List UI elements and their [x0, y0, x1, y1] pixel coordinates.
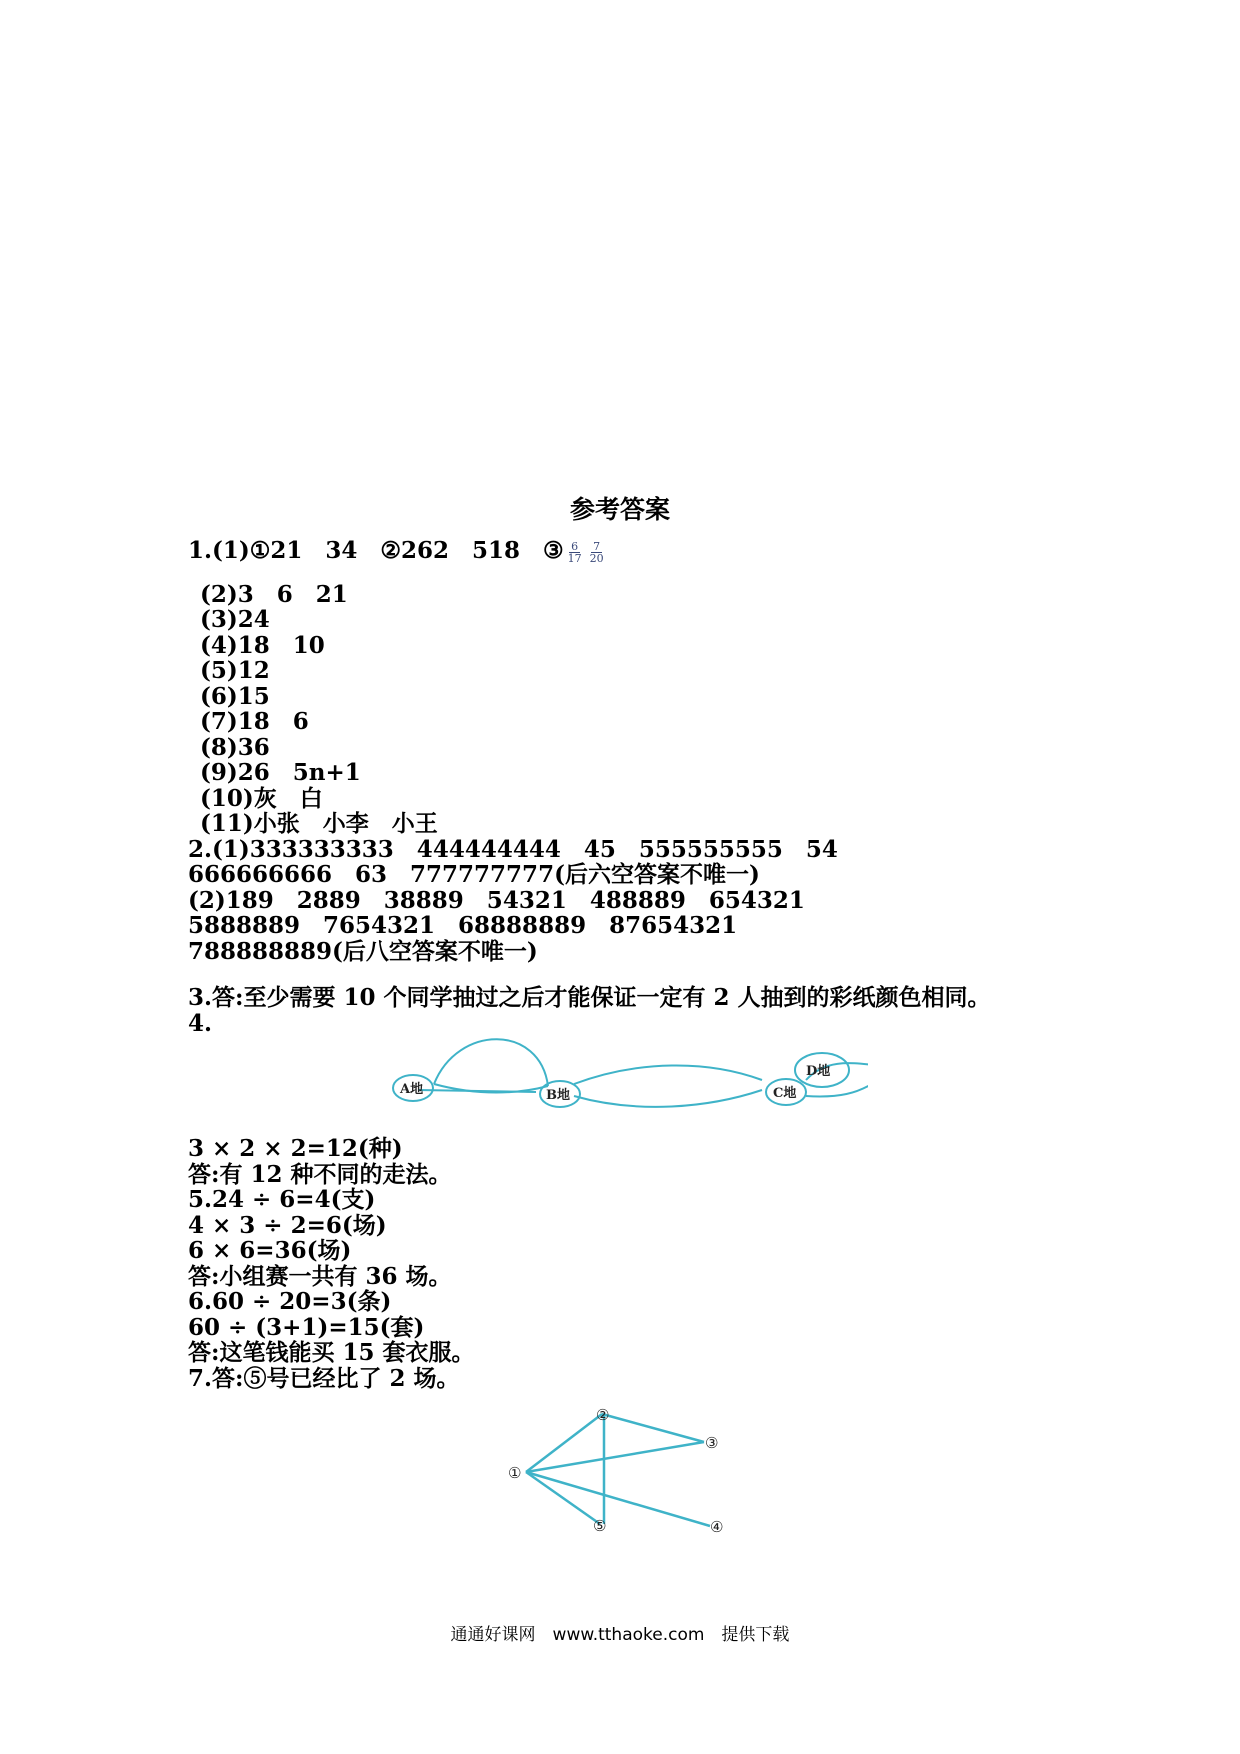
edge-2-3: [602, 1414, 704, 1442]
q2-line: 2.(1)333333333 444444444 45 555555555 54: [188, 835, 838, 863]
q1-line1-text: 1.(1)①21 34 ②262 518 ③: [188, 537, 564, 564]
route-b-c-top: [574, 1065, 762, 1084]
player-5-node: ⑤: [593, 1517, 607, 1535]
q5-line: 5.24 ÷ 6=4(支): [188, 1186, 376, 1213]
match-graph: [500, 1400, 760, 1560]
q1-item: (8)36: [200, 733, 270, 761]
page-title: 参考答案: [569, 495, 670, 524]
q1-item: (9)26 5n+1: [200, 759, 361, 786]
node-d-label: D地: [806, 1064, 831, 1079]
player-3-node: ③: [705, 1434, 719, 1452]
node-a-label: A地: [400, 1082, 424, 1097]
footer-credit: 通通好课网 www.tthaoke.com 提供下载: [450, 1625, 790, 1645]
answer-content: [188, 538, 1068, 1391]
q1-item: (11)小张 小李 小王: [200, 810, 438, 837]
player-4-node: ④: [710, 1518, 724, 1536]
q2-line: 666666666 63 777777777(后六空答案不唯一): [188, 861, 760, 888]
fraction-7-20: $\frac{7}{20}$: [589, 539, 604, 565]
q1-item: (2)3 6 21: [200, 580, 348, 608]
route-b-c-bottom: [574, 1090, 762, 1107]
q1-item: (10)灰 白: [200, 784, 323, 812]
route-diagram: [188, 1036, 1068, 1136]
q1-item: (3)24: [200, 606, 270, 633]
route-a-b-bottom: [418, 1090, 536, 1092]
q1-item: (7)18 6: [200, 708, 309, 735]
edge-1-2: [526, 1414, 602, 1472]
q5-line: 4 × 3 ÷ 2=6(场): [188, 1211, 387, 1239]
q1-item: (6)15: [200, 682, 270, 710]
q1-item: (5)12: [200, 657, 270, 684]
q2-line: 788888889(后八空答案不唯一): [188, 937, 538, 965]
edge-1-5: [526, 1472, 600, 1524]
node-d: [780, 1046, 870, 1096]
edge-1-3: [526, 1442, 704, 1472]
player-2-node: ②: [596, 1406, 610, 1424]
q1-line1: [188, 538, 1068, 564]
q3-answer: 3.答:至少需要 10 个同学抽过之后才能保证一定有 2 人抽到的彩纸颜色相同。: [188, 984, 991, 1011]
q6-line: 6.60 ÷ 20=3(条): [188, 1288, 392, 1315]
q1-item: (4)18 10: [200, 631, 325, 659]
node-b-label: B地: [546, 1088, 570, 1103]
player-1-node: ①: [508, 1464, 522, 1482]
edge-1-4: [526, 1472, 710, 1526]
q2-line: (2)189 2889 38889 54321 488889 654321: [188, 886, 805, 914]
q4-calc: 3 × 2 × 2=12(种): [188, 1135, 403, 1162]
q2-line: 5888889 7654321 68888889 87654321: [188, 912, 738, 939]
node-c-label: C地: [773, 1086, 797, 1101]
route-a-b-top: [434, 1039, 548, 1086]
q4-answer: 答:有 12 种不同的走法。: [188, 1160, 452, 1188]
q5-line: 6 × 6=36(场): [188, 1237, 352, 1264]
q5-answer: 答:小组赛一共有 36 场。: [188, 1262, 452, 1290]
q7-answer: 7.答:⑤号已经比了 2 场。: [188, 1364, 460, 1392]
fraction-6-17: $\frac{6}{17}$: [567, 539, 582, 565]
q6-answer: 答:这笔钱能买 15 套衣服。: [188, 1339, 475, 1366]
q4-label: 4.: [188, 1009, 213, 1037]
q6-line: 60 ÷ (3+1)=15(套): [188, 1313, 425, 1341]
